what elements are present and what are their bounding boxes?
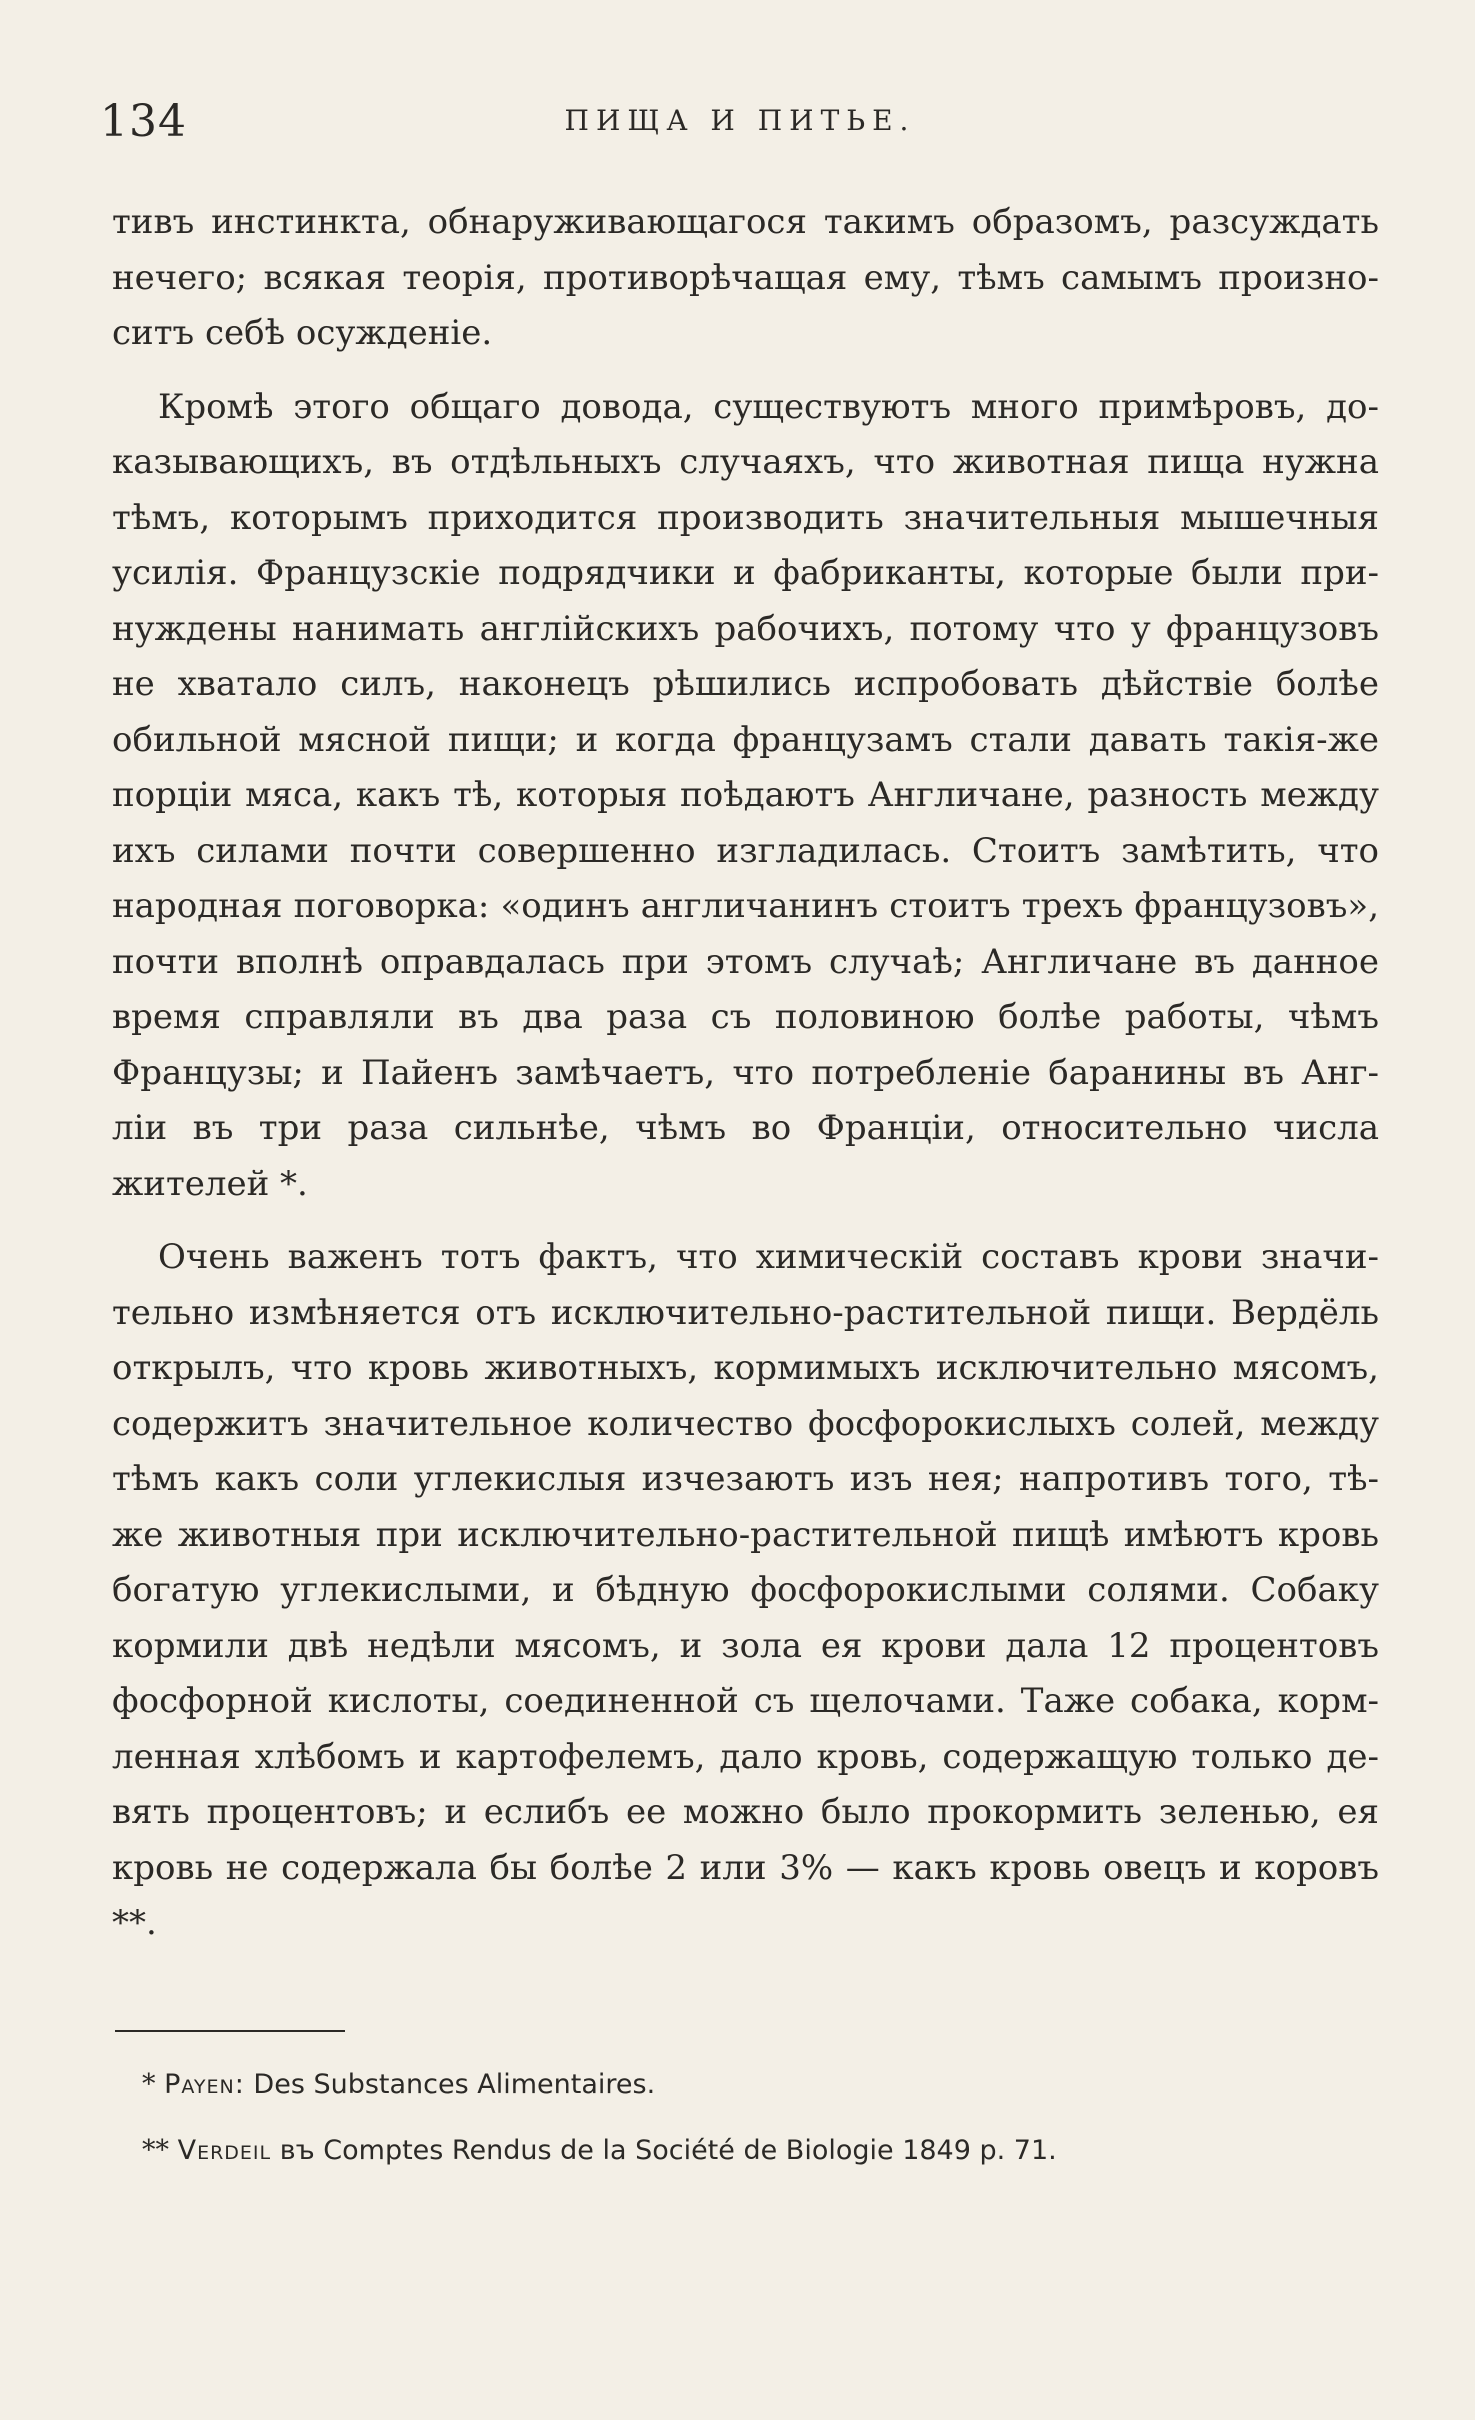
footnote: [112, 2065, 1379, 2105]
footnote-rule: [115, 2030, 345, 2032]
footnote-text: въ Comptes Rendus de la Société de Biologie 1849 p. 71.: [279, 2135, 1057, 2166]
body-text: [112, 195, 1379, 1952]
footnote-author: Payen:: [164, 2069, 245, 2100]
paragraph: Кромѣ этого общаго довода, существуютъ много примѣровъ, до-казывающихъ, въ отдѣльныхъ случаяхъ, что животная пища нужна тѣмъ, которымъ приходится производить значительныя мышечныя усилія. Французскіе подрядчики и фабриканты, которые были при-нуждены нанимать англійскихъ рабочихъ, потому что у французовъ не хватало силъ, наконецъ рѣшились испробовать дѣйствіе болѣе обильной мясной пищи; и когда французамъ стали давать такія-же порціи мяса, какъ тѣ, которыя поѣдаютъ Англичане, разность между ихъ силами почти совершенно изгладилась. Стоитъ замѣтить, что народная поговорка: «одинъ англичанинъ стоитъ трехъ французовъ», почти вполнѣ оправдалась при этомъ случаѣ; Англичане въ данное время справляли въ два раза съ половиною болѣе работы, чѣмъ Французы; и Пайенъ замѣчаетъ, что потребленіе баранины въ Анг-ліи въ три раза сильнѣе, чѣмъ во Франціи, относительно числа жителей *.: [112, 386, 1379, 1204]
footnote-text: Des Substances Alimentaires.: [253, 2069, 656, 2100]
running-title: ПИЩА И ПИТЬЕ.: [564, 104, 916, 137]
page-number: 134: [100, 96, 187, 147]
footnote-mark: *: [142, 2069, 156, 2100]
footnote-mark: **: [142, 2135, 169, 2166]
running-head: [100, 96, 1380, 156]
footnote: [112, 2131, 1379, 2171]
paragraph: Очень важенъ тотъ фактъ, что химическій составъ крови значи-тельно измѣняется отъ исключительно-растительной пищи. Вердёль открылъ, что кровь животныхъ, кормимыхъ исключительно мясомъ, содержитъ значительное количество фосфорокислыхъ солей, между тѣмъ какъ соли углекислыя изчезаютъ изъ нея; напротивъ того, тѣ-же животныя при исключительно-растительной пищѣ имѣютъ кровь богатую углекислыми, и бѣдную фосфорокислыми солями. Собаку кормили двѣ недѣли мясомъ, и зола ея крови дала 12 процентовъ фосфорной кислоты, соединенной съ щелочами. Таже собака, корм-ленная хлѣбомъ и картофелемъ, дало кровь, содержащую только де-вять процентовъ; и еслибъ ее можно было прокормить зеленью, ея кровь не содержала бы болѣе 2 или 3% — какъ кровь овецъ и коровъ **.: [112, 1237, 1379, 1943]
footnote-author: Verdeil: [177, 2135, 272, 2166]
footnotes: [112, 2065, 1379, 2171]
paragraph-continuation: тивъ инстинкта, обнаруживающагося такимъ образомъ, разсуждать нечего; всякая теорія, противорѣчащая ему, тѣмъ самымъ произно-ситъ себѣ осужденіе.: [112, 202, 1379, 353]
